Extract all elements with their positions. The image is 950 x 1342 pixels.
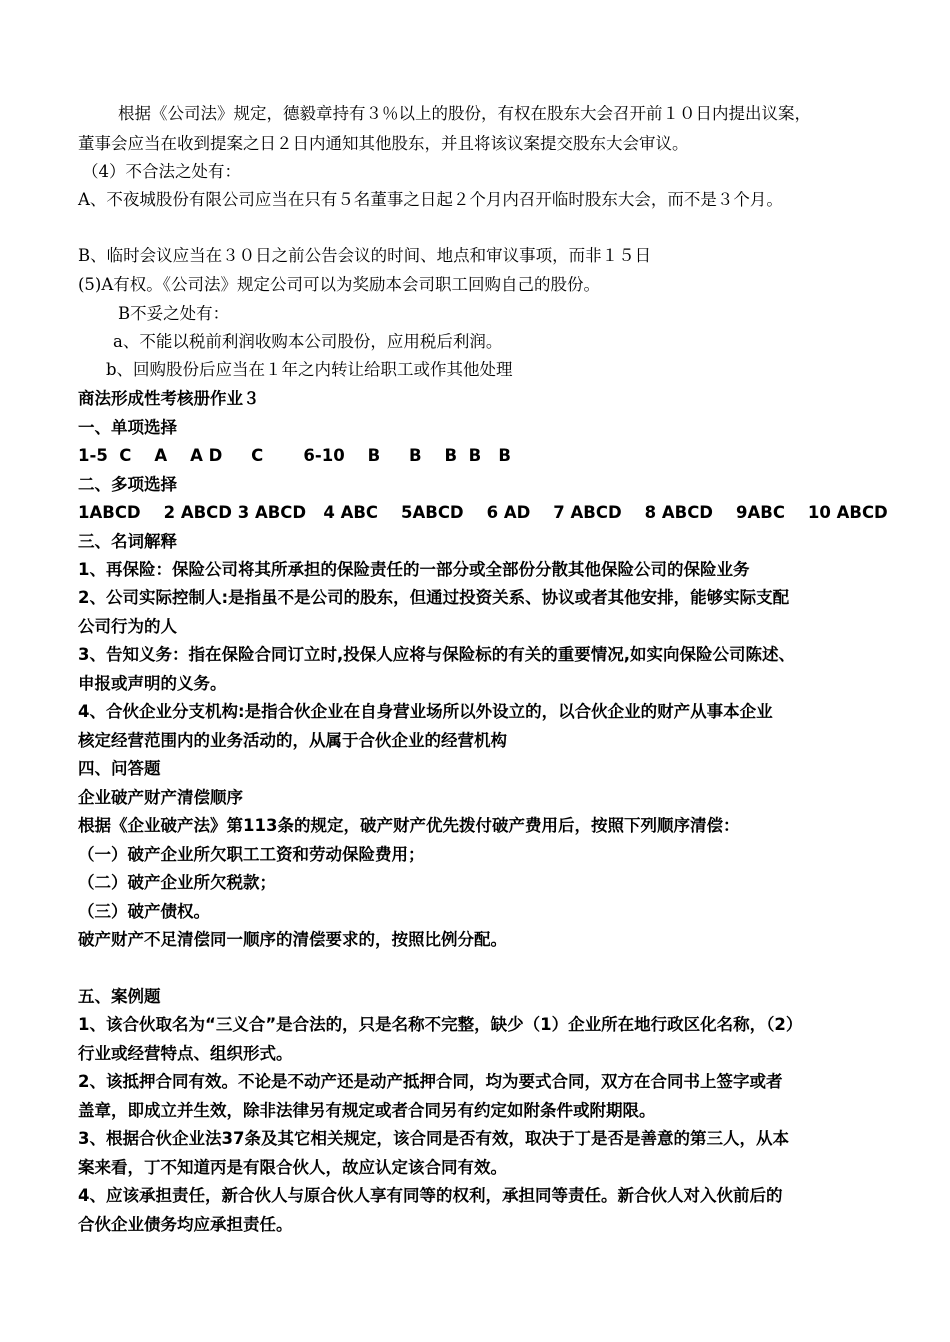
definition-line: 2、公司实际控制人:是指虽不是公司的股东，但通过投资关系、协议或者其他安排，能够实际支配: [78, 588, 790, 607]
section-heading: 五、案例题: [78, 987, 161, 1006]
paragraph-line: b、回购股份后应当在１年之内转让给职工或作其他处理: [106, 360, 513, 379]
paragraph-line: A、不夜城股份有限公司应当在只有５名董事之日起２个月内召开临时股东大会，而不是３个月。: [78, 190, 783, 209]
question-title: 企业破产财产清偿顺序: [78, 788, 243, 807]
definition-line: 3、告知义务：指在保险合同订立时,投保人应将与保险标的有关的重要情况,如实向保险公司陈述、: [78, 645, 796, 664]
definition-line: 申报或声明的义务。: [78, 674, 227, 693]
definition-line: 公司行为的人: [78, 617, 177, 636]
answer-line: （三）破产债权。: [78, 902, 210, 921]
answer-line: （二）破产企业所欠税款；: [78, 873, 276, 892]
case-line: 合伙企业债务均应承担责任。: [78, 1215, 293, 1234]
case-line: 4、应该承担责任，新合伙人与原合伙人享有同等的权利，承担同等责任。新合伙人对入伙前后的: [78, 1186, 783, 1205]
case-line: 2、该抵押合同有效。不论是不动产还是动产抵押合同，均为要式合同，双方在合同书上签字或者: [78, 1072, 783, 1091]
section-heading: 三、名词解释: [78, 532, 177, 551]
case-line: 盖章，即成立并生效，除非法律另有规定或者合同另有约定如附条件或附期限。: [78, 1101, 656, 1120]
case-line: 3、根据合伙企业法37条及其它相关规定，该合同是否有效，取决于丁是否是善意的第三人，从本: [78, 1129, 789, 1148]
paragraph-line: (5)A有权。《公司法》规定公司可以为奖励本会司职工回购自己的股份。: [78, 275, 601, 294]
paragraph-line: a、不能以税前利润收购本公司股份，应用税后利润。: [113, 332, 503, 351]
definition-line: 1、再保险：保险公司将其所承担的保险责任的一部分或全部份分散其他保险公司的保险业务: [78, 560, 750, 579]
section-heading: 二、多项选择: [78, 475, 177, 494]
case-line: 1、该合伙取名为“三义合”是合法的，只是名称不完整，缺少（1）企业所在地行政区化名称，（2）: [78, 1015, 803, 1034]
case-line: 案来看，丁不知道丙是有限合伙人，故应认定该合同有效。: [78, 1158, 507, 1177]
paragraph-line: 根据《公司法》规定，德毅章持有３％以上的股份，有权在股东大会召开前１０日内提出议案，: [118, 104, 811, 123]
item-heading: （4）不合法之处有：: [82, 162, 241, 181]
answer-line: 根据《企业破产法》第113条的规定，破产财产优先拨付破产费用后，按照下列顺序清偿：: [78, 816, 740, 835]
section-title: 商法形成性考核册作业３: [78, 389, 260, 408]
paragraph-line: 董事会应当在收到提案之日２日内通知其他股东，并且将该议案提交股东大会审议。: [78, 134, 689, 153]
answer-line: 破产财产不足清偿同一顺序的清偿要求的，按照比例分配。: [78, 930, 507, 949]
answer-line: 1ABCD 2 ABCD 3 ABCD 4 ABC 5ABCD 6 AD 7 ABCD 8 ABCD 9ABC 10 ABCD: [78, 503, 888, 522]
definition-line: 4、合伙企业分支机构:是指合伙企业在自身营业场所以外设立的，以合伙企业的财产从事本企业: [78, 702, 773, 721]
definition-line: 核定经营范围内的业务活动的，从属于合伙企业的经营机构: [78, 731, 507, 750]
answer-line: 1-5 C A A D C 6-10 B B B B B: [78, 446, 511, 465]
answer-line: （一）破产企业所欠职工工资和劳动保险费用；: [78, 845, 425, 864]
item-heading: B不妥之处有：: [118, 304, 230, 323]
case-line: 行业或经营特点、组织形式。: [78, 1044, 293, 1063]
section-heading: 一、单项选择: [78, 418, 177, 437]
section-heading: 四、问答题: [78, 759, 161, 778]
paragraph-line: B、临时会议应当在３０日之前公告会议的时间、地点和审议事项，而非１５日: [78, 246, 652, 265]
